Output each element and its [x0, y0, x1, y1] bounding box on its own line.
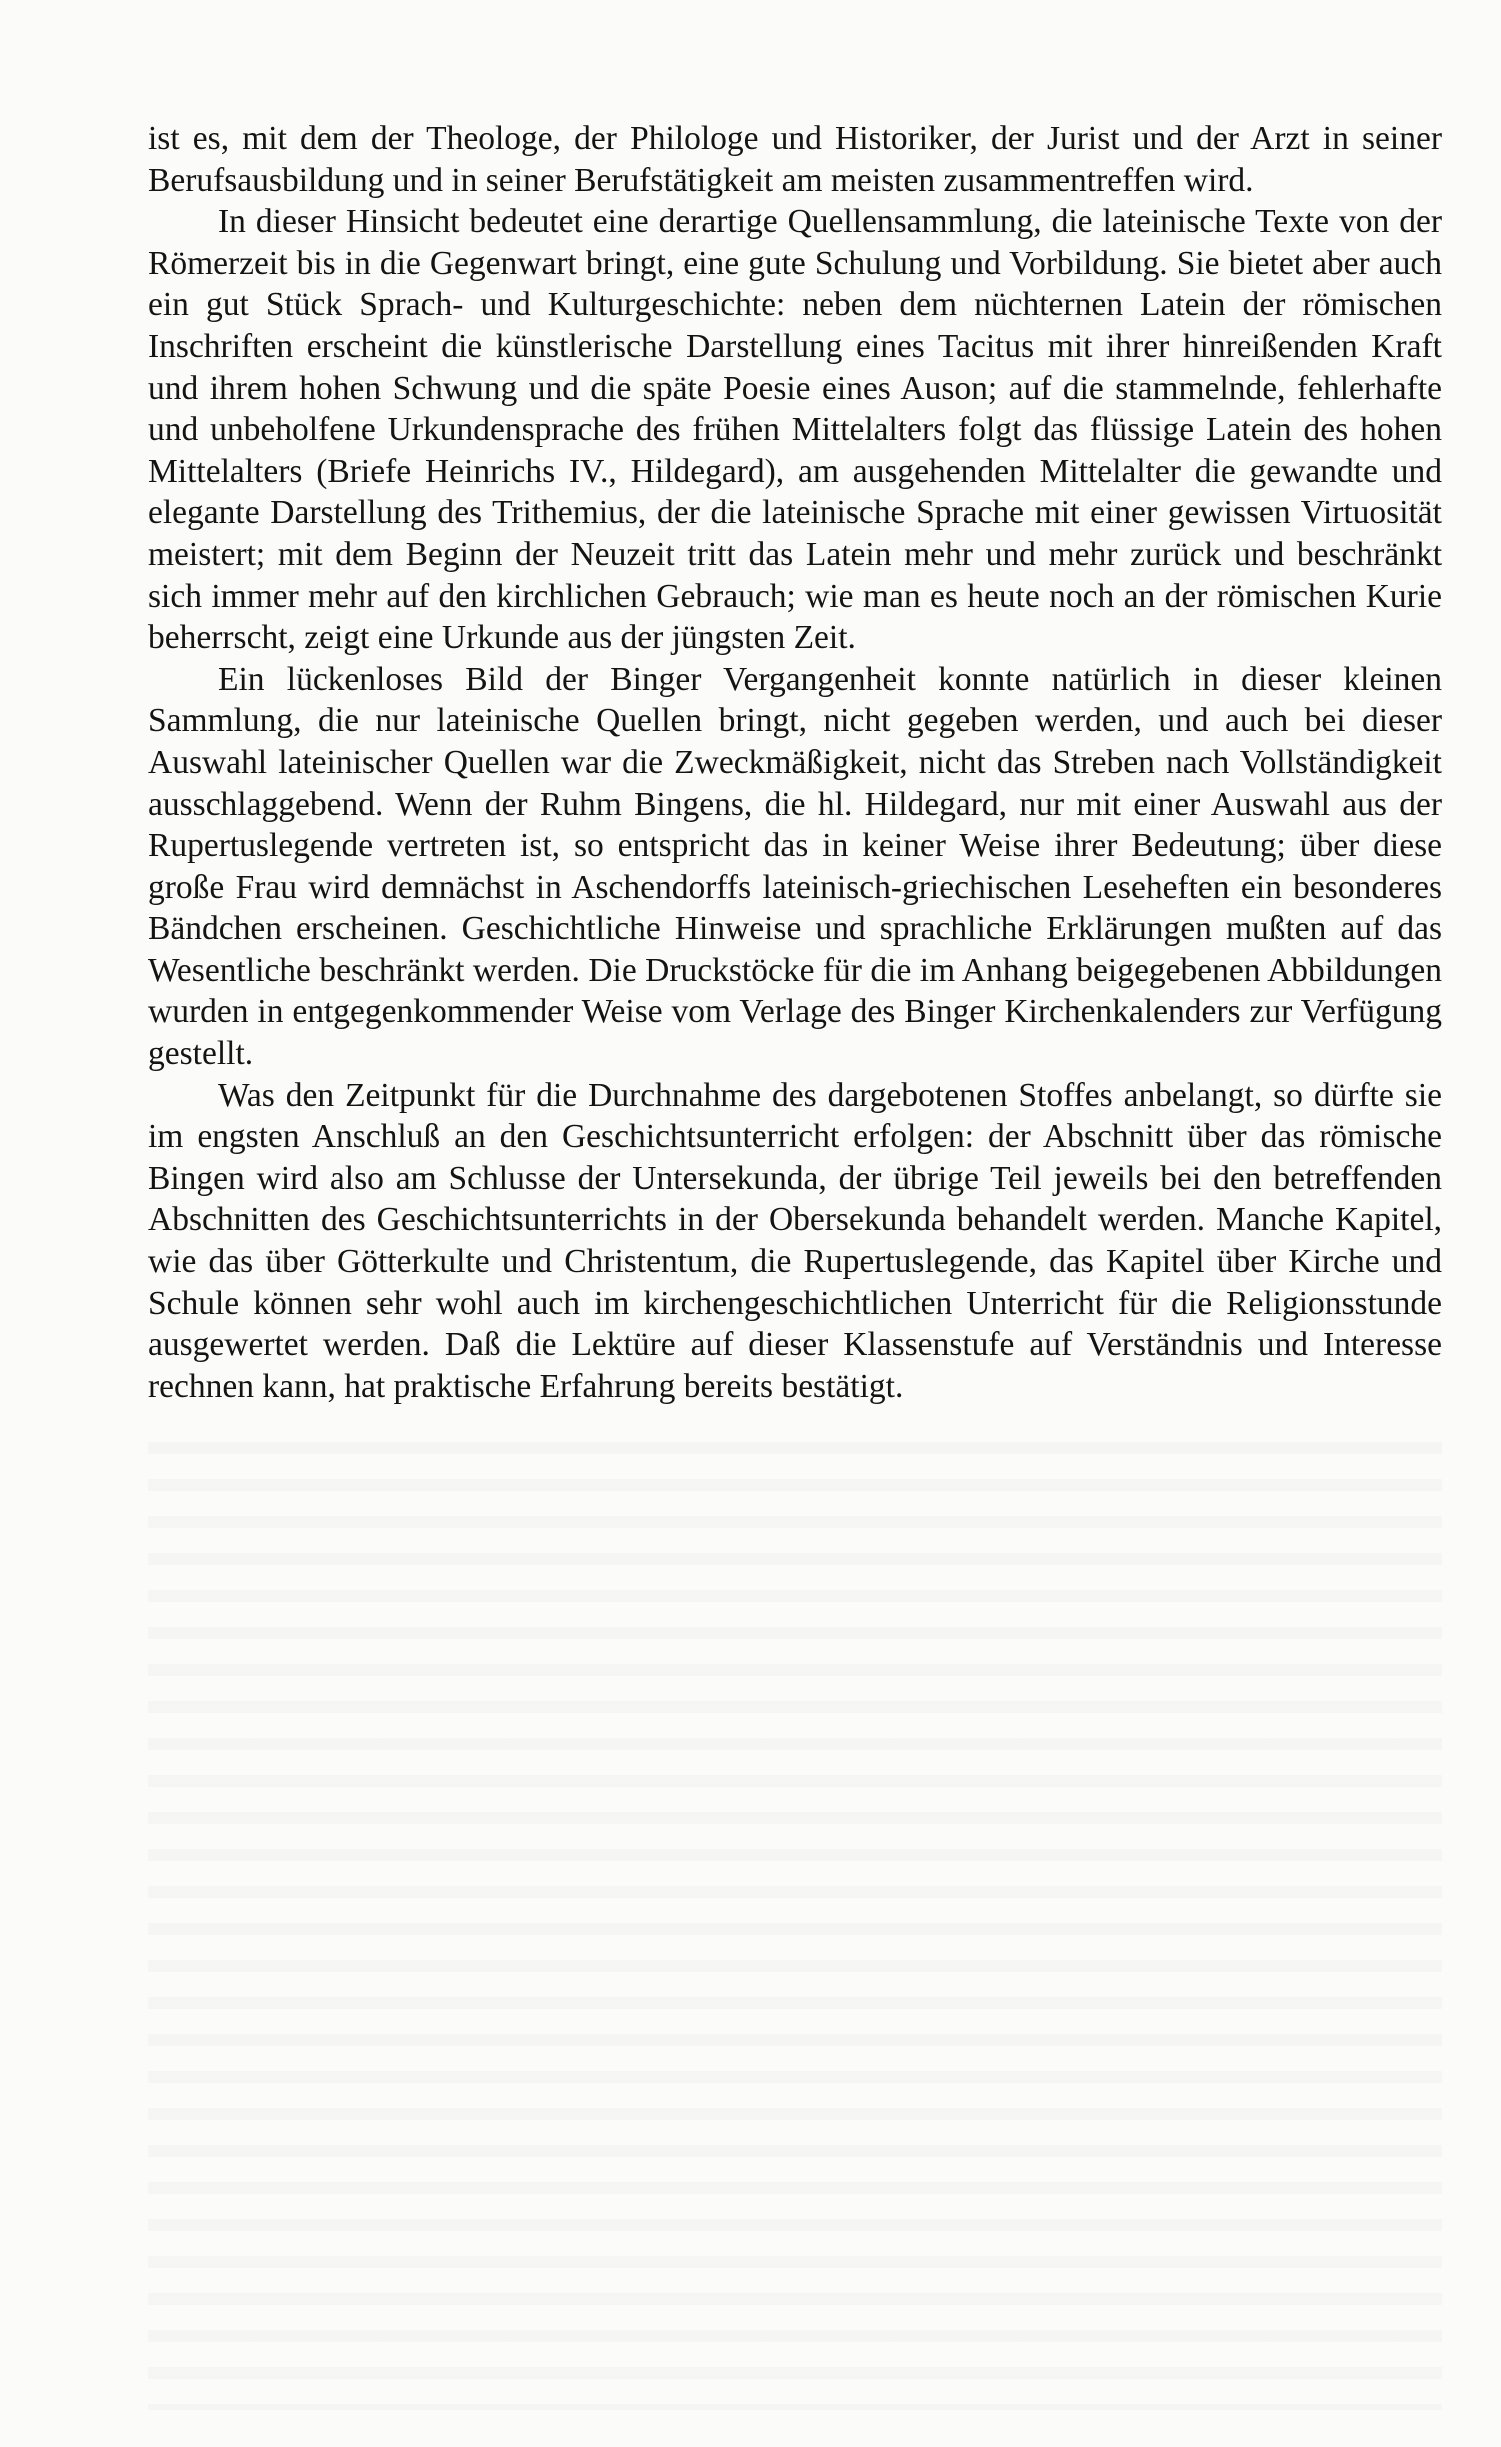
show-through-background [148, 1420, 1442, 2410]
paragraph-continuation: ist es, mit dem der Theologe, der Philologe und Historiker, der Jurist und der Arzt in seiner Berufsausbildung und in seiner Berufstätigkeit am meisten zusammentreffen wird. [148, 120, 1442, 199]
paragraph-quellensammlung: In dieser Hinsicht bedeutet eine derartige Quellensammlung, die lateinische Texte von der Römerzeit bis in die Gegenwart bringt, eine gute Schulung und Vorbildung. Sie bietet aber auch ein gut Stück Sprach- und Kulturgeschichte: neben dem nüchternen Latein der römischen Inschriften erscheint die künstlerische Darstellung eines Tacitus mit ihrer hinreißenden Kraft und ihrem hohen Schwung und die späte Poesie eines Auson; auf die stammelnde, fehlerhafte und unbeholfene Urkundensprache des frühen Mittelalters folgt das flüssige Latein des hohen Mittelalters (Briefe Heinrichs IV., Hildegard), am ausgehenden Mittelalter die gewandte und elegante Darstellung des Trithemius, der die lateinische Sprache mit einer gewissen Virtuosität meistert; mit dem Beginn der Neuzeit tritt das Latein mehr und mehr zurück und beschränkt sich immer mehr auf den kirchlichen Gebrauch; wie man es heute noch an der römischen Kurie beherrscht, zeigt eine Urkunde aus der jüngsten Zeit. [148, 203, 1442, 657]
body-text [148, 118, 1442, 1407]
paragraph-zeitpunkt: Was den Zeitpunkt für die Durchnahme des dargebotenen Stoffes anbelangt, so dürfte sie im engsten Anschluß an den Geschichtsunterricht erfolgen: der Abschnitt über das römische Bingen wird also am Schlusse der Untersekunda, der übrige Teil jeweils bei den betreffenden Abschnitten des Geschichtsunterrichts in der Obersekunda behandelt werden. Manche Kapitel, wie das über Götterkulte und Christentum, die Rupertuslegende, das Kapitel über Kirche und Schule können sehr wohl auch im kirchengeschichtlichen Unterricht für die Religionsstunde ausgewertet werden. Daß die Lektüre auf dieser Klassenstufe auf Verständnis und Interesse rechnen kann, hat praktische Erfahrung bereits bestätigt. [148, 1076, 1442, 1405]
paragraph-binger-vergangenheit: Ein lückenloses Bild der Binger Vergangenheit konnte natürlich in dieser kleinen Sammlung, die nur lateinische Quellen bringt, nicht gegeben werden, und auch bei dieser Auswahl lateinischer Quellen war die Zweckmäßigkeit, nicht das Streben nach Vollständigkeit ausschlaggebend. Wenn der Ruhm Bingens, die hl. Hildegard, nur mit einer Auswahl aus der Rupertuslegende vertreten ist, so entspricht das in keiner Weise ihrer Bedeutung; über diese große Frau wird demnächst in Aschendorffs lateinisch-griechischen Leseheften ein besonderes Bändchen erscheinen. Geschichtliche Hinweise und sprachliche Erklärungen mußten auf das Wesentliche beschränkt werden. Die Druckstöcke für die im Anhang beigegebenen Abbildungen wurden in entgegenkommender Weise vom Verlage des Binger Kirchenkalenders zur Verfügung gestellt. [148, 660, 1442, 1073]
